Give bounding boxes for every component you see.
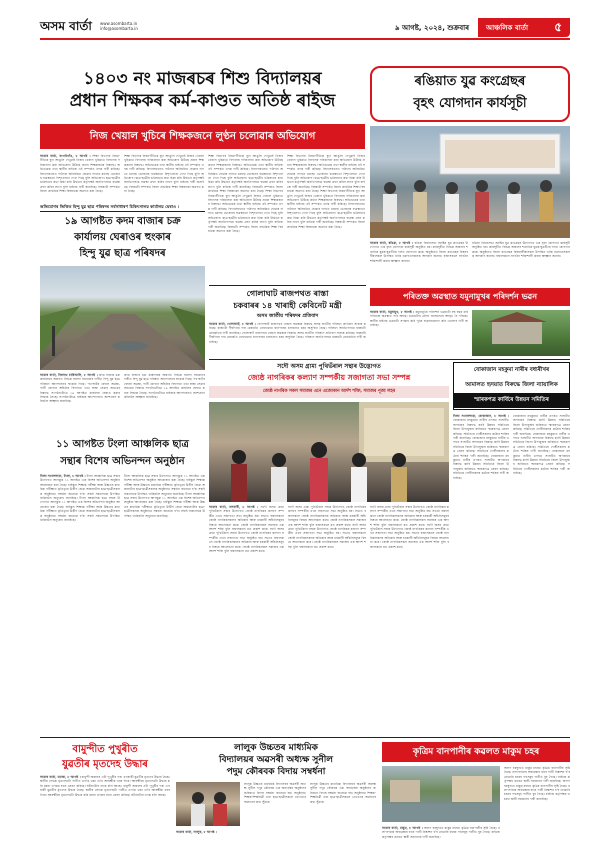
- bamundi-headline-line1: বামুন্দীত পুখুৰীত: [72, 744, 138, 755]
- hindu-headline: [40, 214, 205, 262]
- bokajan-dateline: নিজা সংবাদদাতা, বোকাজান, ৮ আগষ্ট ।: [453, 414, 509, 418]
- makum-photo-scene: [382, 766, 500, 822]
- bokajan-headline-line1: বোকাজান মহকুমা নাৰীৰ বধ্যৰীখৰ: [473, 367, 550, 373]
- lead-dateline: আমাৰ বাৰ্তা, বংগাইগাঁও, ৮ আগষ্ট ।: [40, 154, 91, 158]
- youth-body-col1: [370, 241, 468, 285]
- hindu-rule: [40, 211, 205, 212]
- flood-body-col1: [370, 310, 468, 356]
- lalluk-photo-scene: [176, 782, 240, 826]
- lead-body-col1: [40, 154, 120, 202]
- road-body-text: গোলাঘাট ৰাজপথৰ বেহাল অৱস্থাৰ বিৰুদ্ধে অসম জাতীয় পৰিষদে প্ৰতিবাদ সাব্যস্ত কৰিছে। ৰাস্তাটো দীৰ্ঘদিনৰ পৰা মেৰামতি নোহোৱাত যান-বাহন চলাচলত চৰম অসুবিধা হৈছে। পৰিষদে অনতিপলমে ৰাস্তাটো মেৰামতিৰ দাবী জনাইছে।: [209, 322, 366, 335]
- lead-body-text: শিক্ষা বিভাগৰ নিয়ম-নীতিক বুঢ়া আঙুলি দেখুৱাই নিজৰ খেয়াল খুচিমতে বিদ্যালয় পৰিচালনা কৰা অভিযোগ উঠিছে প্ৰধান শিক্ষকজনৰ বিৰুদ্ধে। অভিভাৱক তথা স্থানীয় ৰাইজে এই সম্পৰ্কত তদন্ত দাবী কৰিছে। বিদ্যালয়খনত পাঠদান অনিয়মিত হোৱাৰ লগতে মধ্যাহ্ন ভোজনৰ ব্যৱস্থাতো বিশৃংখলতা দেখা দিছে বুলি অভিযোগ। ছাত্ৰ-ছাত্ৰীৰ ভৱিষ্যতৰ কথা চিন্তা কৰি উৰ্দ্ধতন কৰ্তৃপক্ষই অনতিপলমে ব্যৱস্থা গ্ৰহণ কৰিব লাগে বুলি ৰাইজে দাবী জনাইছে। বিষয়টো সম্পৰ্কত জিলা প্ৰাথমিক শিক্ষা বিষয়াকো অৱগত কৰা হৈছে।: [124, 154, 204, 194]
- lalluk-headline-line3: পদুম কৌৰবক বিদায় সম্বৰ্ধনা: [226, 767, 326, 777]
- lalluk-photo: [176, 782, 240, 826]
- tangla-body-text: টংলা আঞ্চলিক ছাত্ৰ সন্থাৰ উদ্যোগত আগন্তুক ১১ আগষ্টত এক বিশেষ অভিনন্দন অনুষ্ঠান আয়োজন কৰা হৈছে। হাইস্কুল শিক্ষান্ত পৰীক্ষা আৰু উচ্চতৰ মাধ্যমিক পৰীক্ষাত কৃতিত্বৰে উত্তীৰ্ণ হোৱা অঞ্চলটোৰ ছাত্ৰ-ছাত্ৰীসকলক অনুষ্ঠানত সম্বৰ্ধনা জনোৱা হ'ব। সন্থাই সকলোকে উপস্থিত থাকিবলৈ অনুৰোধ জনাইছে।: [40, 474, 120, 501]
- bokajan-body-text: বোকাজান মহকুমাত নাৰীৰ ওপৰত সংঘটিত অপৰাধৰ বিৰুদ্ধে কাৰ্বি উন্নয়ন সমিতিয়ে জিলা উপায়ুক্তৰ জৰিয়তে স্মাৰকপত্ৰ প্ৰেৰণ কৰিছে। সমিতিয়ে দোষীসকলৰ কঠোৰ শাস্তিৰ দাবী জনাইছে।: [513, 449, 570, 476]
- bamundi-body-text: বামুন্দী অঞ্চলৰ এটা পুখুৰীৰ পৰা এগৰাকী যুৱতীৰ মৃতদেহ উদ্ধাৰ হৈছে। স্থানীয় লোকে মৃতদেহটো পানীত ওপঙি থকা দেখি আৰক্ষীক খবৰ দিয়ে। আৰক্ষীয়ে মৃতদেহটো উদ্ধাৰ কৰি ময়না তদন্তৰ বাবে প্ৰেৰণ কৰিছে। ঘটনাটোৰ তদন্ত চলি আছে।: [40, 783, 170, 797]
- bokajan-headline: [453, 362, 570, 410]
- lead-body-col4: [287, 154, 365, 282]
- hindu-headline-line3: হিন্দু যুৱ ছাত্ৰ পৰিষদৰ: [79, 248, 166, 259]
- sadou-body-col1: [209, 505, 284, 725]
- tangla-body-col2: [124, 474, 205, 734]
- makum-body-text: অলপ বৰষুণতে মাকুম চহৰত কৃত্ৰিম বানপানীৰ সৃষ্টি হৈছে। নলা-নৰ্দমাৰ অব্যৱস্থাৰ বাবে পানী নিষ্কাশন হ'ব নোৱাৰি চহৰৰ পথসমূহ পানীত বুৰ গৈছে। ৰাইজে কৰ্তৃপক্ষৰ ওচৰত স্থায়ী সমাধানৰ দাবী জনাইছে।: [504, 779, 570, 801]
- makum-photo: [382, 766, 500, 822]
- lalluk-body-col3: [310, 782, 376, 844]
- flood-body-text: যমুনামুখৰ পৰিদৰ্শন ভৱনটো বহু বছৰ ধৰি পৰিতক্ত অৱস্থাত পৰি আছে। ভৱনটোৰ চৌহদ জংঘলেৰে আবৃত হৈ পৰিছে। স্থানীয় ৰাইজে ভৱনটো সংস্কাৰ কৰি পুনৰ ব্যৱহাৰযোগ্য কৰি তোলাৰ দাবী জনাইছে।: [370, 310, 468, 328]
- makum-body: [382, 826, 500, 844]
- hindu-body-col2: [124, 373, 205, 433]
- section-tab: [478, 18, 570, 37]
- hindu-headline-line1: ১৯ আগষ্টত কদম বাজাৰ চক্ৰ: [64, 216, 181, 227]
- tangla-headline: [40, 436, 205, 470]
- bokajan-body-col2: [513, 414, 570, 724]
- road-headline-line1: গোলাঘাট ৰাজপথত ৰাস্তা: [246, 289, 329, 298]
- masthead-logo: [40, 20, 96, 36]
- tangla-headline-line2: সন্থাৰ বিশেষ অভিনন্দন অনুষ্ঠান: [60, 456, 185, 467]
- sadou-subhead2-box: [209, 386, 449, 398]
- bokajan-body-text: বোকাজান মহকুমাত নাৰীৰ ওপৰত সংঘটিত অপৰাধৰ বিৰুদ্ধে কাৰ্বি উন্নয়ন সমিতিয়ে জিলা উপায়ুক্তৰ জৰিয়তে স্মাৰকপত্ৰ প্ৰেৰণ কৰিছে। সমিতিয়ে দোষীসকলৰ কঠোৰ শাস্তিৰ দাবী জনাইছে।: [453, 436, 509, 458]
- road-headline-line2: চকবাৰৰ ১৪ খাৰাহী কেবিনেট মন্ত্ৰী: [233, 301, 342, 310]
- hindu-body-text: কদম বাজাৰ চক্ৰ কাৰ্যালয়ৰ অন্তৰ্গত বিভিন্ন সমস্যা সমাধানৰ দাবীত হিন্দু যুৱ ছাত্ৰ পৰিষদে আন্দোলনৰ হুংকাৰ দিছে। পথ-ঘাটৰ বেহাল অৱস্থা, পানী যোগান আঁচনিৰ বিফলতা তথা স্বাস্থ্য সেৱাৰ অভাৱৰ বিৰুদ্ধে সংগঠনটোৱে ১৯ আগষ্টত কাৰ্যালয় ঘেৰাও কৰাৰ সিদ্ধান্ত লৈছে। সংগঠনটোৱে ৰাইজক আন্দোলনত অংশগ্ৰহণ কৰিবলৈ আহ্বান জনাইছে।: [40, 373, 120, 404]
- bokajan-body-text: বোকাজান মহকুমাত নাৰীৰ ওপৰত সংঘটিত অপৰাধৰ বিৰুদ্ধে কাৰ্বি উন্নয়ন সমিতিয়ে জিলা উপায়ুক্তৰ জৰিয়তে স্মাৰকপত্ৰ প্ৰেৰণ কৰিছে। সমিতিয়ে দোষীসকলৰ কঠোৰ শাস্তিৰ দাবী জনাইছে।: [453, 418, 509, 441]
- sadou-photo-scene: [209, 402, 449, 502]
- sadou-body-text: সদৌ অসম গ্ৰাম্য পুথিভঁৰাল সন্থাৰ উদ্যোগত জ্যেষ্ঠ নাগৰিকৰ কল্যাণ সম্পৰ্কীয় এখন সজাগতা সভা অনুষ্ঠিত হয়। সভাত বক্তাসকলে জ্যেষ্ঠ নাগৰিকসকলৰ অধিকাৰ আৰু চৰকাৰী আঁচনিসমূহৰ বিষয়ে আলোচনা কৰে। জ্যেষ্ঠ নাগৰিকসকল সমাজৰ এক আদৰ্শ শক্তি বুলি বক্তাসকলে মত প্ৰকাশ কৰে।: [288, 522, 366, 549]
- hindu-body: [40, 373, 120, 433]
- sadou-body-text: সদৌ অসম গ্ৰাম্য পুথিভঁৰাল সন্থাৰ উদ্যোগত জ্যেষ্ঠ নাগৰিকৰ কল্যাণ সম্পৰ্কীয় এখন সজাগতা সভা অনুষ্ঠিত হয়। সভাত বক্তাসকলে জ্যেষ্ঠ নাগৰিকসকলৰ অধিকাৰ আৰু চৰকাৰী আঁচনিসমূহৰ বিষয়ে আলোচনা কৰে। জ্যেষ্ঠ নাগৰিকসকল সমাজৰ এক আদৰ্শ শক্তি বুলি বক্তাসকলে মত প্ৰকাশ কৰে।: [370, 505, 449, 527]
- makum-body-text: অলপ বৰষুণতে মাকুম চহৰত কৃত্ৰিম বানপানীৰ সৃষ্টি হৈছে। নলা-নৰ্দমাৰ অব্যৱস্থাৰ বাবে পানী নিষ্কাশন হ'ব নোৱাৰি চহৰৰ পথসমূহ পানীত বুৰ গৈছে। ৰাইজে কৰ্তৃপক্ষৰ ওচৰত স্থায়ী সমাধানৰ দাবী জনাইছে।: [382, 826, 500, 839]
- sadou-body-text: সদৌ অসম গ্ৰাম্য পুথিভঁৰাল সন্থাৰ উদ্যোগত জ্যেষ্ঠ নাগৰিকৰ কল্যাণ সম্পৰ্কীয় এখন সজাগতা সভা অনুষ্ঠিত হয়। সভাত বক্তাসকলে জ্যেষ্ঠ নাগৰিকসকলৰ অধিকাৰ আৰু চৰকাৰী আঁচনিসমূহৰ বিষয়ে আলোচনা কৰে। জ্যেষ্ঠ নাগৰিকসকল সমাজৰ এক আদৰ্শ শক্তি বুলি বক্তাসকলে মত প্ৰকাশ কৰে।: [209, 527, 284, 554]
- bamundi-body: [40, 775, 170, 843]
- hindu-road-photo: [40, 266, 205, 370]
- tangla-headline-line1: ১১ আগষ্টত টংলা আঞ্চলিক ছাত্ৰ: [56, 439, 189, 450]
- bamundi-body-text: বামুন্দী অঞ্চলৰ এটা পুখুৰীৰ পৰা এগৰাকী যুৱতীৰ মৃতদেহ উদ্ধাৰ হৈছে। স্থানীয় লোকে মৃতদেহটো পানীত ওপঙি থকা দেখি আৰক্ষীক খবৰ দিয়ে। আৰক্ষীয়ে মৃতদেহটো উদ্ধাৰ কৰি ময়না তদন্তৰ বাবে প্ৰেৰণ কৰিছে। ঘটনাটোৰ তদন্ত চলি আছে।: [40, 775, 170, 788]
- lead-body-col3: [208, 154, 283, 282]
- lalluk-body-text: লালুক উচ্চতৰ মাধ্যমিক বিদ্যালয়ৰ অৱসৰী অধ্যক্ষ সুনীল পদুম কৌৰবক এক অনাড়ম্বৰ অনুষ্ঠানৰ জৰিয়তে বিদায় সম্বৰ্ধনা জনোৱা হয়। অনুষ্ঠানত শিক্ষক-শিক্ষয়িত্ৰী তথা ছাত্ৰ-ছাত্ৰীসকলে তেখেতৰ অৱদানৰ কথা সুঁৱৰে।: [244, 782, 306, 804]
- tangla-body-text: টংলা আঞ্চলিক ছাত্ৰ সন্থাৰ উদ্যোগত আগন্তুক ১১ আগষ্টত এক বিশেষ অভিনন্দন অনুষ্ঠান আয়োজন কৰা হৈছে। হাইস্কুল শিক্ষান্ত পৰীক্ষা আৰু উচ্চতৰ মাধ্যমিক পৰীক্ষাত কৃতিত্বৰে উত্তীৰ্ণ হোৱা অঞ্চলটোৰ ছাত্ৰ-ছাত্ৰীসকলক অনুষ্ঠানত সম্বৰ্ধনা জনোৱা হ'ব। সন্থাই সকলোকে উপস্থিত থাকিবলৈ অনুৰোধ জনাইছে।: [40, 496, 120, 523]
- sadou-headline: সদৌ অসম গ্ৰাম্য পুথিভঁৰাল সন্থাৰ উদ্ভোগত: [277, 363, 381, 370]
- flood-headline-box: [370, 288, 570, 306]
- center-top-rule: [209, 285, 366, 286]
- logo-text: অসম বাৰ্তা: [40, 19, 92, 33]
- road-scene: [40, 266, 205, 370]
- youth-congress-photo: [370, 126, 570, 238]
- flood-photo-scene: [472, 310, 570, 356]
- lalluk-dateline: আমাৰ বাৰ্তা, লালুক, ৮ আগষ্ট ।: [176, 830, 217, 834]
- sadou-rule: [209, 359, 570, 360]
- flood-photo: [472, 310, 570, 356]
- makum-body-text: অলপ বৰষুণতে মাকুম চহৰত কৃত্ৰিম বানপানীৰ সৃষ্টি হৈছে। নলা-নৰ্দমাৰ অব্যৱস্থাৰ বাবে পানী নিষ্কাশন হ'ব নোৱাৰি চহৰৰ পথসমূহ পানীত বুৰ গৈছে। ৰাইজে কৰ্তৃপক্ষৰ ওচৰত স্থায়ী সমাধানৰ দাবী জনাইছে।: [504, 766, 570, 784]
- youth-headline-line2: বৃহৎ যোগদান কাৰ্যসূচী: [413, 96, 527, 111]
- bottom-section-rule: [40, 737, 570, 738]
- bamundi-headline: [40, 742, 170, 772]
- youth-body-col2: [472, 241, 570, 285]
- sadou-body-col2: [288, 505, 366, 725]
- lead-body-text: শিক্ষা বিভাগৰ নিয়ম-নীতিক বুঢ়া আঙুলি দেখুৱাই নিজৰ খেয়াল খুচিমতে বিদ্যালয় পৰিচালনা কৰা অভিযোগ উঠিছে প্ৰধান শিক্ষকজনৰ বিৰুদ্ধে। অভিভাৱক তথা স্থানীয় ৰাইজে এই সম্পৰ্কত তদন্ত দাবী কৰিছে। বিদ্যালয়খনত পাঠদান অনিয়মিত হোৱাৰ লগতে মধ্যাহ্ন ভোজনৰ ব্যৱস্থাতো বিশৃংখলতা দেখা দিছে বুলি অভিযোগ। ছাত্ৰ-ছাত্ৰীৰ ভৱিষ্যতৰ কথা চিন্তা কৰি উৰ্দ্ধতন কৰ্তৃপক্ষই অনতিপলমে ব্যৱস্থা গ্ৰহণ কৰিব লাগে বুলি ৰাইজে দাবী জনাইছে। বিষয়টো সম্পৰ্কত জিলা প্ৰাথমিক শিক্ষা বিষয়াকো অৱগত কৰা হৈছে।: [287, 189, 365, 229]
- road-subhead: অসম জাতীয় পৰিষদৰ প্ৰতিবাদ: [256, 313, 319, 319]
- tangla-body-text: টংলা আঞ্চলিক ছাত্ৰ সন্থাৰ উদ্যোগত আগন্তুক ১১ আগষ্টত এক বিশেষ অভিনন্দন অনুষ্ঠান আয়োজন কৰা হৈছে। হাইস্কুল শিক্ষান্ত পৰীক্ষা আৰু উচ্চতৰ মাধ্যমিক পৰীক্ষাত কৃতিত্বৰে উত্তীৰ্ণ হোৱা অঞ্চলটোৰ ছাত্ৰ-ছাত্ৰীসকলক অনুষ্ঠানত সম্বৰ্ধনা জনোৱা হ'ব। সন্থাই সকলোকে উপস্থিত থাকিবলৈ অনুৰোধ জনাইছে।: [124, 474, 205, 496]
- youth-congress-box: [370, 66, 570, 122]
- section-name: আঞ্চলিক বাৰ্তা: [486, 24, 529, 32]
- tangla-dateline: নিজা সংবাদদাতা, টংলা, ৮ আগষ্ট ।: [40, 474, 86, 478]
- page-number: ৫: [554, 20, 562, 34]
- issue-date: ৯ আগষ্ট, ২০২৪, শুক্ৰবাৰ: [395, 24, 470, 32]
- bamundi-dateline: আমাৰ বাৰ্তা, হাজো, ৮ আগষ্ট ।: [40, 775, 81, 779]
- hindu-dateline: আমাৰ বাৰ্তা, বিশ্বনাথ চাৰিআলি, ৮ আগষ্ট ।: [40, 373, 98, 377]
- masthead-top-rule: [40, 38, 570, 40]
- bamundi-headline-line2: যুৱতীৰ মৃতদেহ উদ্ধাৰ: [62, 759, 148, 770]
- youth-dateline: আমাৰ বাৰ্তা, ৰঙিয়া, ৮ আগষ্ট ।: [370, 241, 413, 245]
- bokajan-headline-line3: স্মাৰকপত্ৰ কাৰ্বিৰে উন্নয়ন সমিতিৰ: [454, 393, 569, 408]
- youth-body-text: ৰঙিয়া বিধানসভা সমষ্টিৰ যুৱ কংগ্ৰেছৰ উদ্যোগত এক বৃহৎ যোগদান কাৰ্যসূচী অনুষ্ঠিত হয়। কাৰ্যসূচীত বিভিন্ন অঞ্চলৰ শতাধিক যুৱক-যুৱতীয়ে দলত যোগদান কৰে। অনুষ্ঠানত জিলা কংগ্ৰেছৰ বিষয়ববীয়াসকল উপস্থিত থাকি নৱাগতসকলক আদৰণি জনায়। বক্তাসকলে সংগঠন শক্তিশালী কৰাৰ আহ্বান জনায়।: [472, 241, 570, 259]
- youth-photo-scene: [370, 126, 570, 238]
- lead-body-text: শিক্ষা বিভাগৰ নিয়ম-নীতিক বুঢ়া আঙুলি দেখুৱাই নিজৰ খেয়াল খুচিমতে বিদ্যালয় পৰিচালনা কৰা অভিযোগ উঠিছে প্ৰধান শিক্ষকজনৰ বিৰুদ্ধে। অভিভাৱক তথা স্থানীয় ৰাইজে এই সম্পৰ্কত তদন্ত দাবী কৰিছে। বিদ্যালয়খনত পাঠদান অনিয়মিত হোৱাৰ লগতে মধ্যাহ্ন ভোজনৰ ব্যৱস্থাতো বিশৃংখলতা দেখা দিছে বুলি অভিযোগ। ছাত্ৰ-ছাত্ৰীৰ ভৱিষ্যতৰ কথা চিন্তা কৰি উৰ্দ্ধতন কৰ্তৃপক্ষই অনতিপলমে ব্যৱস্থা গ্ৰহণ কৰিব লাগে বুলি ৰাইজে দাবী জনাইছে। বিষয়টো সম্পৰ্কত জিলা প্ৰাথমিক শিক্ষা বিষয়াকো অৱগত কৰা হৈছে।: [208, 154, 283, 194]
- youth-headline-line1: ৰঙিয়াত যুৱ কংগ্ৰেছৰ: [414, 74, 526, 89]
- flood-dateline: আমাৰ বাৰ্তা, যমুনামুখ, ৮ আগষ্ট ।: [370, 310, 415, 314]
- lalluk-body-col1: [176, 830, 240, 844]
- hindu-body-text: কদম বাজাৰ চক্ৰ কাৰ্যালয়ৰ অন্তৰ্গত বিভিন্ন সমস্যা সমাধানৰ দাবীত হিন্দু যুৱ ছাত্ৰ পৰিষদে আন্দোলনৰ হুংকাৰ দিছে। পথ-ঘাটৰ বেহাল অৱস্থা, পানী যোগান আঁচনিৰ বিফলতা তথা স্বাস্থ্য সেৱাৰ অভাৱৰ বিৰুদ্ধে সংগঠনটোৱে ১৯ আগষ্টত কাৰ্যালয় ঘেৰাও কৰাৰ সিদ্ধান্ত লৈছে। সংগঠনটোৱে ৰাইজক আন্দোলনত অংশগ্ৰহণ কৰিবলৈ আহ্বান জনাইছে।: [124, 373, 205, 400]
- youth-body-text: ৰঙিয়া বিধানসভা সমষ্টিৰ যুৱ কংগ্ৰেছৰ উদ্যোগত এক বৃহৎ যোগদান কাৰ্যসূচী অনুষ্ঠিত হয়। কাৰ্যসূচীত বিভিন্ন অঞ্চলৰ শতাধিক যুৱক-যুৱতীয়ে দলত যোগদান কৰে। অনুষ্ঠানত জিলা কংগ্ৰেছৰ বিষয়ববীয়াসকল উপস্থিত থাকি নৱাগতসকলক আদৰণি জনায়। বক্তাসকলে সংগঠন শক্তিশালী কৰাৰ আহ্বান জনায়।: [370, 241, 468, 263]
- sadou-body-col3: [370, 505, 449, 725]
- makum-dateline: আমাৰ বাৰ্তা, মাকুম, ৮ আগষ্ট ।: [382, 826, 423, 830]
- makum-body-side: [504, 766, 570, 844]
- hindu-subhead: অভিযোগৰ ভিত্তিত হিন্দু যুৱ ছাত্ৰ পৰিষদৰ সৰ্বসাধাৰণ চিকিৎসালয় কাৰ্যালয় ঘেৰাও ।: [40, 204, 180, 209]
- website-text: www.asombarta.in: [100, 21, 138, 26]
- website-line: [100, 21, 138, 31]
- road-body-text: গোলাঘাট ৰাজপথৰ বেহাল অৱস্থাৰ বিৰুদ্ধে অসম জাতীয় পৰিষদে প্ৰতিবাদ সাব্যস্ত কৰিছে। ৰাস্তাটো দীৰ্ঘদিনৰ পৰা মেৰামতি নোহোৱাত যান-বাহন চলাচলত চৰম অসুবিধা হৈছে। পৰিষদে অনতিপলমে ৰাস্তাটো মেৰামতিৰ দাবী জনাইছে।: [209, 330, 366, 344]
- bokajan-headline-line2: আমালত হৃদয়াত বিৰুদ্ধে জিলা ন্যায়ালিক: [465, 382, 558, 388]
- road-headline: [209, 288, 366, 320]
- makum-headline: কৃত্ৰিম বানপানীৰ কৱলত মাকুম চহৰ: [412, 747, 540, 757]
- lead-headline: [40, 68, 365, 112]
- tangla-body-text: টংলা আঞ্চলিক ছাত্ৰ সন্থাৰ উদ্যোগত আগন্তুক ১১ আগষ্টত এক বিশেষ অভিনন্দন অনুষ্ঠান আয়োজন কৰা হৈছে। হাইস্কুল শিক্ষান্ত পৰীক্ষা আৰু উচ্চতৰ মাধ্যমিক পৰীক্ষাত কৃতিত্বৰে উত্তীৰ্ণ হোৱা অঞ্চলটোৰ ছাত্ৰ-ছাত্ৰীসকলক অনুষ্ঠানত সম্বৰ্ধনা জনোৱা হ'ব। সন্থাই সকলোকে উপস্থিত থাকিবলৈ অনুৰোধ জনাইছে।: [124, 491, 205, 518]
- sadou-body-text: সদৌ অসম গ্ৰাম্য পুথিভঁৰাল সন্থাৰ উদ্যোগত জ্যেষ্ঠ নাগৰিকৰ কল্যাণ সম্পৰ্কীয় এখন সজাগতা সভা অনুষ্ঠিত হয়। সভাত বক্তাসকলে জ্যেষ্ঠ নাগৰিকসকলৰ অধিকাৰ আৰু চৰকাৰী আঁচনিসমূহৰ বিষয়ে আলোচনা কৰে। জ্যেষ্ঠ নাগৰিকসকল সমাজৰ এক আদৰ্শ শক্তি বুলি বক্তাসকলে মত প্ৰকাশ কৰে।: [288, 505, 366, 527]
- lead-body-text: শিক্ষা বিভাগৰ নিয়ম-নীতিক বুঢ়া আঙুলি দেখুৱাই নিজৰ খেয়াল খুচিমতে বিদ্যালয় পৰিচালনা কৰা অভিযোগ উঠিছে প্ৰধান শিক্ষকজনৰ বিৰুদ্ধে। অভিভাৱক তথা স্থানীয় ৰাইজে এই সম্পৰ্কত তদন্ত দাবী কৰিছে। বিদ্যালয়খনত পাঠদান অনিয়মিত হোৱাৰ লগতে মধ্যাহ্ন ভোজনৰ ব্যৱস্থাতো বিশৃংখলতা দেখা দিছে বুলি অভিযোগ। ছাত্ৰ-ছাত্ৰীৰ ভৱিষ্যতৰ কথা চিন্তা কৰি উৰ্দ্ধতন কৰ্তৃপক্ষই অনতিপলমে ব্যৱস্থা গ্ৰহণ কৰিব লাগে বুলি ৰাইজে দাবী জনাইছে। বিষয়টো সম্পৰ্কত জিলা প্ৰাথমিক শিক্ষা বিষয়াকো অৱগত কৰা হৈছে।: [40, 154, 120, 194]
- lead-headline-line1: ১৪০৩ নং মাজৰচৰ শিশু বিদ্যালয়ৰ: [83, 69, 322, 89]
- sadou-body-text: সদৌ অসম গ্ৰাম্য পুথিভঁৰাল সন্থাৰ উদ্যোগত জ্যেষ্ঠ নাগৰিকৰ কল্যাণ সম্পৰ্কীয় এখন সজাগতা সভা অনুষ্ঠিত হয়। সভাত বক্তাসকলে জ্যেষ্ঠ নাগৰিকসকলৰ অধিকাৰ আৰু চৰকাৰী আঁচনিসমূহৰ বিষয়ে আলোচনা কৰে। জ্যেষ্ঠ নাগৰিকসকল সমাজৰ এক আদৰ্শ শক্তি বুলি বক্তাসকলে মত প্ৰকাশ কৰে।: [209, 505, 284, 532]
- road-dateline: আমাৰ বাৰ্তা, গোলাঘাট, ৮ আগষ্ট ।: [209, 322, 256, 326]
- email-text: info@asombarta.in: [100, 26, 138, 31]
- sadou-body-text: সদৌ অসম গ্ৰাম্য পুথিভঁৰাল সন্থাৰ উদ্যোগত জ্যেষ্ঠ নাগৰিকৰ কল্যাণ সম্পৰ্কীয় এখন সজাগতা সভা অনুষ্ঠিত হয়। সভাত বক্তাসকলে জ্যেষ্ঠ নাগৰিকসকলৰ অধিকাৰ আৰু চৰকাৰী আঁচনিসমূহৰ বিষয়ে আলোচনা কৰে। জ্যেষ্ঠ নাগৰিকসকল সমাজৰ এক আদৰ্শ শক্তি বুলি বক্তাসকলে মত প্ৰকাশ কৰে।: [370, 522, 449, 549]
- bokajan-body-text: বোকাজান মহকুমাত নাৰীৰ ওপৰত সংঘটিত অপৰাধৰ বিৰুদ্ধে কাৰ্বি উন্নয়ন সমিতিয়ে জিলা উপায়ুক্তৰ জৰিয়তে স্মাৰকপত্ৰ প্ৰেৰণ কৰিছে। সমিতিয়ে দোষীসকলৰ কঠোৰ শাস্তিৰ দাবী জনাইছে।: [513, 414, 570, 436]
- bokajan-body-text: বোকাজান মহকুমাত নাৰীৰ ওপৰত সংঘটিত অপৰাধৰ বিৰুদ্ধে কাৰ্বি উন্নয়ন সমিতিয়ে জিলা উপায়ুক্তৰ জৰিয়তে স্মাৰকপত্ৰ প্ৰেৰণ কৰিছে। সমিতিয়ে দোষীসকলৰ কঠোৰ শাস্তিৰ দাবী জনাইছে।: [513, 431, 570, 454]
- sadou-photo: [209, 402, 449, 502]
- hindu-headline-line2: কাৰ্যালয় ঘেৰাওৰ হুংকাৰ: [74, 232, 171, 243]
- sadou-subhead2: জ্যেষ্ঠ নাগৰিক সকল সমাজৰ এনে এজোকান আৰ্দশ শক্তি, সমাজৰ পূজা লহৰ: [262, 389, 396, 394]
- lalluk-body-col2: [244, 782, 306, 844]
- lead-banner: [40, 124, 365, 149]
- lalluk-headline-line2: বিদ্যালয়ৰ অৱসৰী অধ্যক্ষ সুনীল: [219, 755, 333, 765]
- lead-headline-line2: প্ৰধান শিক্ষকৰ কৰ্ম-কাণ্ডত অতিষ্ঠ ৰাইজ: [69, 91, 336, 111]
- sadou-subhead1: জ্যেষ্ঠ নাগৰিকৰ কল্যাণ সম্পৰ্কীয় সজাগতা সভা সম্পন্ন: [247, 373, 411, 382]
- lalluk-headline-line1: লালুক উচ্চতৰ মাধ্যমিক: [234, 743, 318, 753]
- road-body: [209, 322, 366, 356]
- lead-body-text: শিক্ষা বিভাগৰ নিয়ম-নীতিক বুঢ়া আঙুলি দেখুৱাই নিজৰ খেয়াল খুচিমতে বিদ্যালয় পৰিচালনা কৰা অভিযোগ উঠিছে প্ৰধান শিক্ষকজনৰ বিৰুদ্ধে। অভিভাৱক তথা স্থানীয় ৰাইজে এই সম্পৰ্কত তদন্ত দাবী কৰিছে। বিদ্যালয়খনত পাঠদান অনিয়মিত হোৱাৰ লগতে মধ্যাহ্ন ভোজনৰ ব্যৱস্থাতো বিশৃংখলতা দেখা দিছে বুলি অভিযোগ। ছাত্ৰ-ছাত্ৰীৰ ভৱিষ্যতৰ কথা চিন্তা কৰি উৰ্দ্ধতন কৰ্তৃপক্ষই অনতিপলমে ব্যৱস্থা গ্ৰহণ কৰিব লাগে বুলি ৰাইজে দাবী জনাইছে। বিষয়টো সম্পৰ্কত জিলা প্ৰাথমিক শিক্ষা বিষয়াকো অৱগত কৰা হৈছে।: [208, 189, 283, 233]
- bokajan-body-col1: [453, 414, 509, 724]
- sadou-dateline: আমাৰ বাৰ্তা, নলবাৰী, ৮ আগষ্ট ।: [209, 505, 259, 509]
- flood-headline: পৰিতক্ত অৱস্থাত যমুনামুখৰ পৰিদৰ্শন ভৱন: [402, 292, 538, 301]
- lead-body-col2: [124, 154, 204, 202]
- lead-body-text: শিক্ষা বিভাগৰ নিয়ম-নীতিক বুঢ়া আঙুলি দেখুৱাই নিজৰ খেয়াল খুচিমতে বিদ্যালয় পৰিচালনা কৰা অভিযোগ উঠিছে প্ৰধান শিক্ষকজনৰ বিৰুদ্ধে। অভিভাৱক তথা স্থানীয় ৰাইজে এই সম্পৰ্কত তদন্ত দাবী কৰিছে। বিদ্যালয়খনত পাঠদান অনিয়মিত হোৱাৰ লগতে মধ্যাহ্ন ভোজনৰ ব্যৱস্থাতো বিশৃংখলতা দেখা দিছে বুলি অভিযোগ। ছাত্ৰ-ছাত্ৰীৰ ভৱিষ্যতৰ কথা চিন্তা কৰি উৰ্দ্ধতন কৰ্তৃপক্ষই অনতিপলমে ব্যৱস্থা গ্ৰহণ কৰিব লাগে বুলি ৰাইজে দাবী জনাইছে। বিষয়টো সম্পৰ্কত জিলা প্ৰাথমিক শিক্ষা বিষয়াকো অৱগত কৰা হৈছে।: [287, 154, 365, 194]
- lalluk-headline: [176, 742, 376, 778]
- tangla-body-col1: [40, 474, 120, 734]
- makum-headline-box: [382, 742, 570, 762]
- bokajan-body-text: বোকাজান মহকুমাত নাৰীৰ ওপৰত সংঘটিত অপৰাধৰ বিৰুদ্ধে কাৰ্বি উন্নয়ন সমিতিয়ে জিলা উপায়ুক্তৰ জৰিয়তে স্মাৰকপত্ৰ প্ৰেৰণ কৰিছে। সমিতিয়ে দোষীসকলৰ কঠোৰ শাস্তিৰ দাবী জনাইছে।: [453, 453, 509, 480]
- lalluk-body-text: লালুক উচ্চতৰ মাধ্যমিক বিদ্যালয়ৰ অৱসৰী অধ্যক্ষ সুনীল পদুম কৌৰবক এক অনাড়ম্বৰ অনুষ্ঠানৰ জৰিয়তে বিদায় সম্বৰ্ধনা জনোৱা হয়। অনুষ্ঠানত শিক্ষক-শিক্ষয়িত্ৰী তথা ছাত্ৰ-ছাত্ৰীসকলে তেখেতৰ অৱদানৰ কথা সুঁৱৰে।: [310, 782, 376, 804]
- lead-banner-text: নিজ খেয়াল খুচিৰে শিক্ষকজনে লুণ্ঠন চলোৱাৰ অভিযোগ: [89, 131, 316, 142]
